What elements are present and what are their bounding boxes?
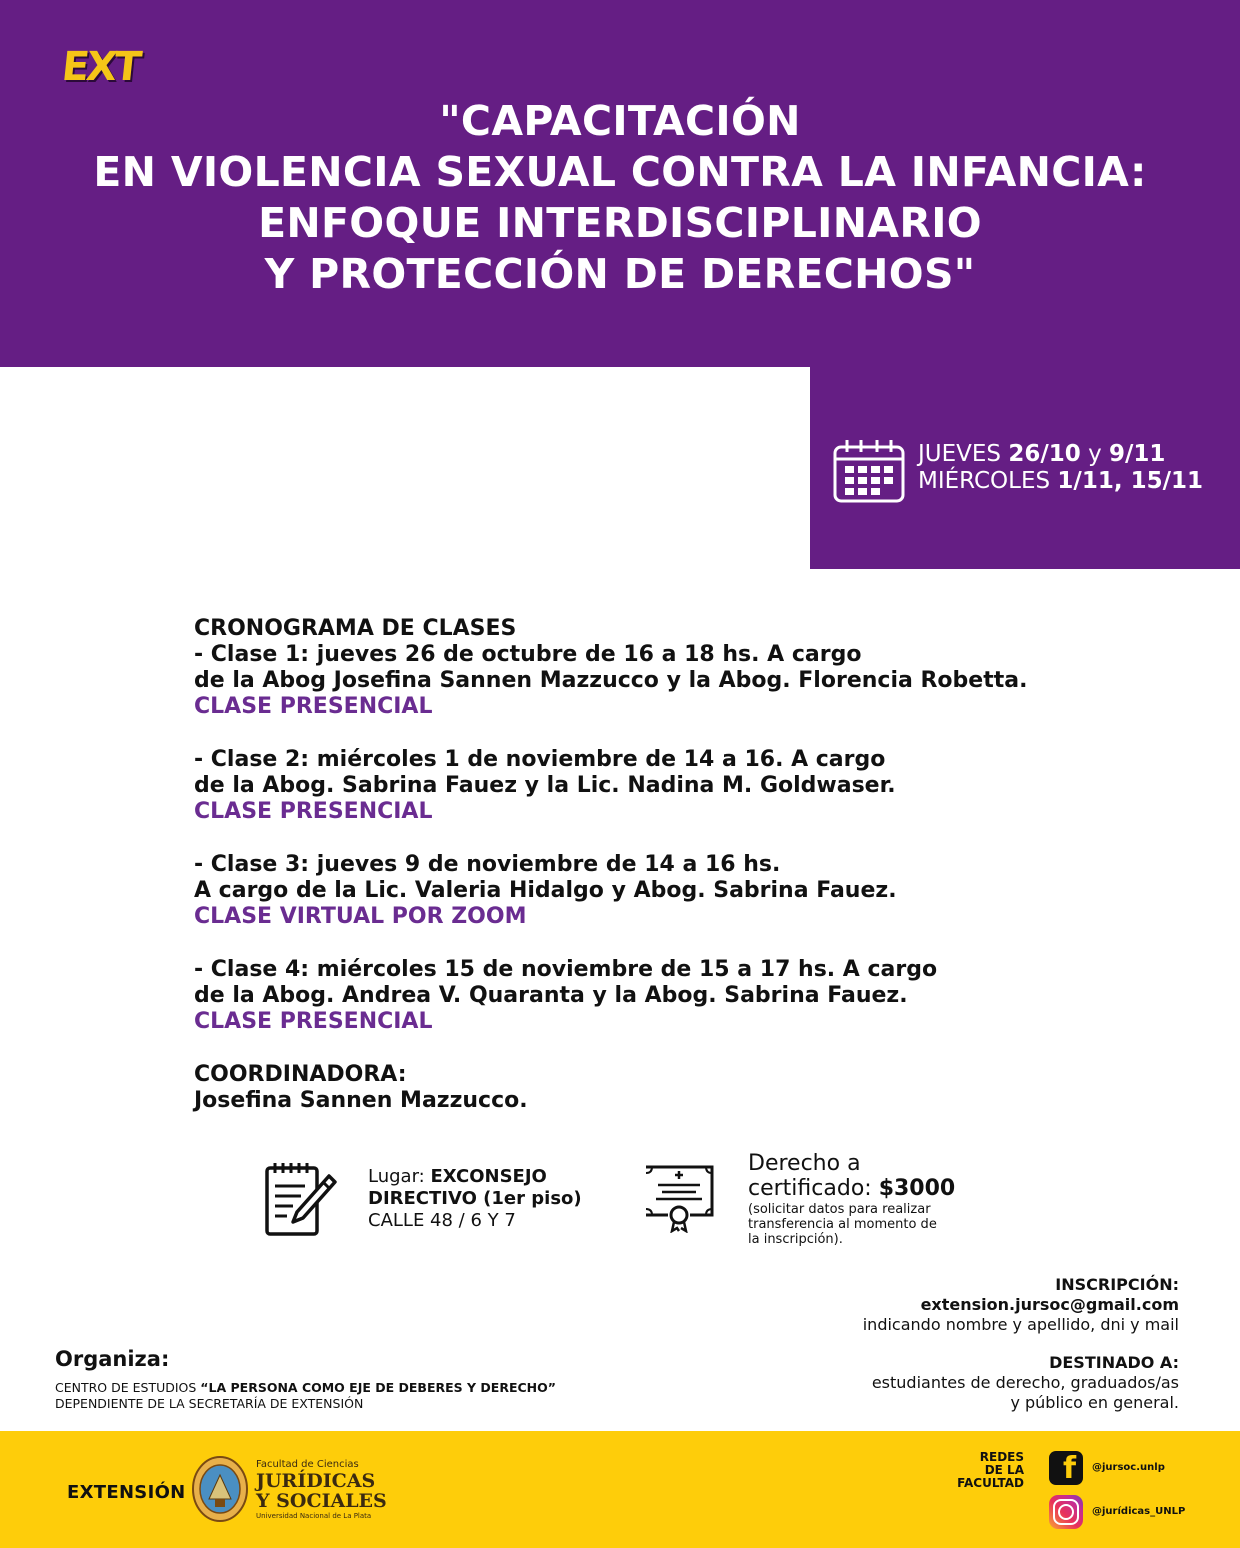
event-title	[0, 96, 1240, 300]
social-label: REDES DE LA FACULTAD	[957, 1450, 1024, 1490]
notepad-pencil-icon	[263, 1162, 339, 1238]
class-mode: CLASE PRESENCIAL	[194, 694, 433, 719]
class-1: - Clase 1: jueves 26 de octubre de 16 a 18 hs. A cargo de la Abog Josefina Sannen Mazzucco y la Abog. Florencia Robetta. CLASE PRESENCIAL	[194, 642, 1094, 720]
schedule-heading: CRONOGRAMA DE CLASES	[194, 616, 517, 641]
class-mode: CLASE PRESENCIAL	[194, 799, 433, 824]
faculty-logo: Facultad de Ciencias JURÍDICAS Y SOCIALES Universidad Nacional de La Plata	[256, 1459, 387, 1520]
class-mode: CLASE VIRTUAL POR ZOOM	[194, 904, 527, 929]
class-schedule	[194, 616, 1094, 1114]
university-seal-icon	[191, 1455, 249, 1523]
class-2: - Clase 2: miércoles 1 de noviembre de 14 a 16. A cargo de la Abog. Sabrina Fauez y la Lic. Nadina M. Goldwaser. CLASE PRESENCIAL	[194, 747, 1094, 825]
facebook-handle[interactable]: @jursoc.unlp	[1092, 1462, 1165, 1473]
registration-info: INSCRIPCIÓN: extension.jursoc@gmail.com indicando nombre y apellido, dni y mail	[862, 1275, 1179, 1334]
title-line: "CAPACITACIÓN	[439, 97, 801, 145]
instagram-icon[interactable]	[1049, 1495, 1083, 1529]
certificate-info: Derecho a certificado: $3000 (solicitar datos para realizar transferencia al momento de la inscripción).	[748, 1151, 956, 1247]
ext-logo: EXT	[59, 44, 141, 90]
title-line: Y PROTECCIÓN DE DERECHOS"	[264, 250, 976, 298]
certificate-price: $3000	[878, 1176, 956, 1201]
title-line: ENFOQUE INTERDISCIPLINARIO	[258, 199, 982, 247]
facebook-icon[interactable]: f	[1049, 1451, 1083, 1485]
class-dates	[918, 441, 1203, 495]
class-3: - Clase 3: jueves 9 de noviembre de 14 a 16 hs. A cargo de la Lic. Valeria Hidalgo y Abog. Sabrina Fauez. CLASE VIRTUAL POR ZOOM	[194, 852, 1094, 930]
coordinator-label: COORDINADORA:	[194, 1062, 407, 1087]
dates-line-2: MIÉRCOLES 1/11, 15/11	[918, 468, 1203, 494]
audience-info: DESTINADO A: estudiantes de derecho, graduados/as y público en general.	[871, 1353, 1179, 1412]
organizer-info: Organiza: CENTRO DE ESTUDIOS “LA PERSONA COMO EJE DE DEBERES Y DERECHO” DEPENDIENTE DE LA SECRETARÍA DE EXTENSIÓN	[55, 1347, 556, 1411]
calendar-icon	[833, 439, 905, 503]
certificate-icon	[642, 1163, 716, 1233]
class-mode: CLASE PRESENCIAL	[194, 1009, 433, 1034]
title-line: EN VIOLENCIA SEXUAL CONTRA LA INFANCIA:	[93, 148, 1147, 196]
extension-label: EXTENSIÓN	[67, 1482, 186, 1503]
coordinator-name: Josefina Sannen Mazzucco.	[194, 1088, 528, 1113]
instagram-handle[interactable]: @jurídicas_UNLP	[1092, 1506, 1186, 1517]
footer-bar	[0, 1431, 1240, 1548]
registration-email[interactable]: extension.jursoc@gmail.com	[920, 1295, 1179, 1314]
class-4: - Clase 4: miércoles 15 de noviembre de 15 a 17 hs. A cargo de la Abog. Andrea V. Quaranta y la Abog. Sabrina Fauez. CLASE PRESENCIAL	[194, 957, 1094, 1035]
venue-info: Lugar: EXCONSEJO DIRECTIVO (1er piso) CALLE 48 / 6 Y 7	[368, 1166, 582, 1231]
dates-line-1: JUEVES 26/10 y 9/11	[918, 441, 1166, 467]
